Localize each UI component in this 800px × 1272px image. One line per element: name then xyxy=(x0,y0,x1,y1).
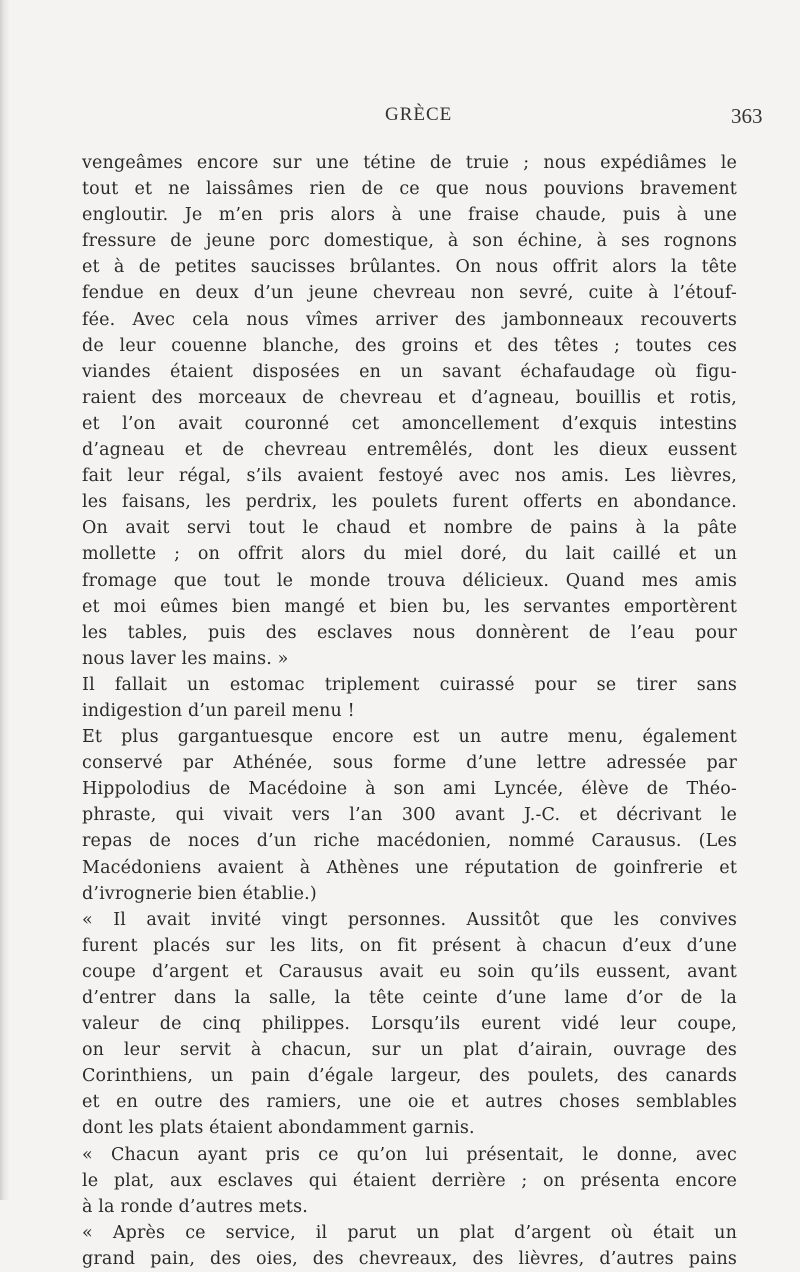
text-line: fait leur régal, s’ils avaient festoyé avec nos amis. Les lièvres, xyxy=(82,466,737,487)
running-title: GRÈCE xyxy=(385,104,453,125)
page-number: 363 xyxy=(731,104,763,128)
text-line: grand pain, des oies, des chevreaux, des lièvres, d’autres pains xyxy=(82,1248,737,1269)
text-line: phraste, qui vivait vers l’an 300 avant J.-C. et décrivant le xyxy=(82,805,737,826)
text-line: d’ivrognerie bien établie.) xyxy=(82,883,317,904)
text-line: Macédoniens avaient à Athènes une réputation de goinfrerie et xyxy=(82,857,737,878)
text-line: indigestion d’un pareil menu ! xyxy=(82,700,355,721)
text-line: le plat, aux esclaves qui étaient derrière ; on présenta encore xyxy=(82,1170,737,1191)
text-line: furent placés sur les lits, on fit présent à chacun d’eux d’une xyxy=(82,935,737,956)
text-line: fée. Avec cela nous vîmes arriver des jambonneaux recouverts xyxy=(82,309,737,330)
text-line: Et plus gargantuesque encore est un autre menu, également xyxy=(82,727,737,748)
text-line: Il fallait un estomac triplement cuirassé pour se tirer sans xyxy=(82,674,737,695)
text-line: on leur servit à chacun, sur un plat d’airain, ouvrage des xyxy=(82,1040,737,1061)
text-line: viandes étaient disposées en un savant échafaudage où figu- xyxy=(82,361,737,382)
text-line: mollette ; on offrit alors du miel doré, du lait caillé et un xyxy=(82,544,737,565)
text-line: et l’on avait couronné cet amoncellement d’exquis intestins xyxy=(82,413,737,434)
text-line: repas de noces d’un riche macédonien, nommé Carausus. (Les xyxy=(82,831,737,852)
text-line: et en outre des ramiers, une oie et autres choses semblables xyxy=(82,1092,737,1113)
text-line: coupe d’argent et Carausus avait eu soin qu’ils eussent, avant xyxy=(82,961,737,982)
text-line: à la ronde d’autres mets. xyxy=(82,1196,308,1217)
text-line: On avait servi tout le chaud et nombre de pains à la pâte xyxy=(82,518,737,539)
text-line: d’agneau et de chevreau entremêlés, dont les dieux eussent xyxy=(82,440,737,461)
text-line: vengeâmes encore sur une tétine de truie ; nous expédiâmes le xyxy=(82,153,737,173)
text-line: raient des morceaux de chevreau et d’agneau, bouillis et rotis, xyxy=(82,387,737,408)
text-line: et à de petites saucisses brûlantes. On nous offrit alors la tête xyxy=(82,257,737,278)
text-line: d’entrer dans la salle, la tête ceinte d’une lame d’or de la xyxy=(82,988,737,1008)
text-line: tout et ne laissâmes rien de ce que nous pouvions bravement xyxy=(82,179,737,200)
text-line: fendue en deux d’un jeune chevreau non sevré, cuite à l’étouf- xyxy=(82,283,737,304)
text-line: engloutir. Je m’en pris alors à une fraise chaude, puis à une xyxy=(82,205,737,226)
body-text xyxy=(82,150,737,1272)
text-line: de leur couenne blanche, des groins et des têtes ; toutes ces xyxy=(82,335,737,356)
text-line: fressure de jeune porc domestique, à son échine, à ses rognons xyxy=(82,231,737,252)
page-header xyxy=(0,104,800,134)
page-left-edge xyxy=(0,0,10,1200)
text-line: « Il avait invité vingt personnes. Aussitôt que les convives xyxy=(82,909,737,930)
text-line: conservé par Athénée, sous forme d’une lettre adressée par xyxy=(82,753,737,774)
text-line: Hippolodius de Macédoine à son ami Lyncée, élève de Théo- xyxy=(82,779,737,800)
text-line: les faisans, les perdrix, les poulets furent offerts en abondance. xyxy=(82,492,737,513)
text-line: et moi eûmes bien mangé et bien bu, les servantes emportèrent xyxy=(82,596,737,617)
text-line: dont les plats étaient abondamment garnis. xyxy=(82,1118,475,1139)
text-line: « Après ce service, il parut un plat d’argent où était un xyxy=(82,1222,737,1243)
text-line: valeur de cinq philippes. Lorsqu’ils eurent vidé leur coupe, xyxy=(82,1014,737,1035)
text-line: fromage que tout le monde trouva délicieux. Quand mes amis xyxy=(82,570,737,591)
text-line: nous laver les mains. » xyxy=(82,648,289,669)
text-line: les tables, puis des esclaves nous donnèrent de l’eau pour xyxy=(82,622,737,643)
text-line: Corinthiens, un pain d’égale largeur, des poulets, des canards xyxy=(82,1066,737,1087)
text-line: « Chacun ayant pris ce qu’on lui présentait, le donne, avec xyxy=(82,1144,737,1165)
